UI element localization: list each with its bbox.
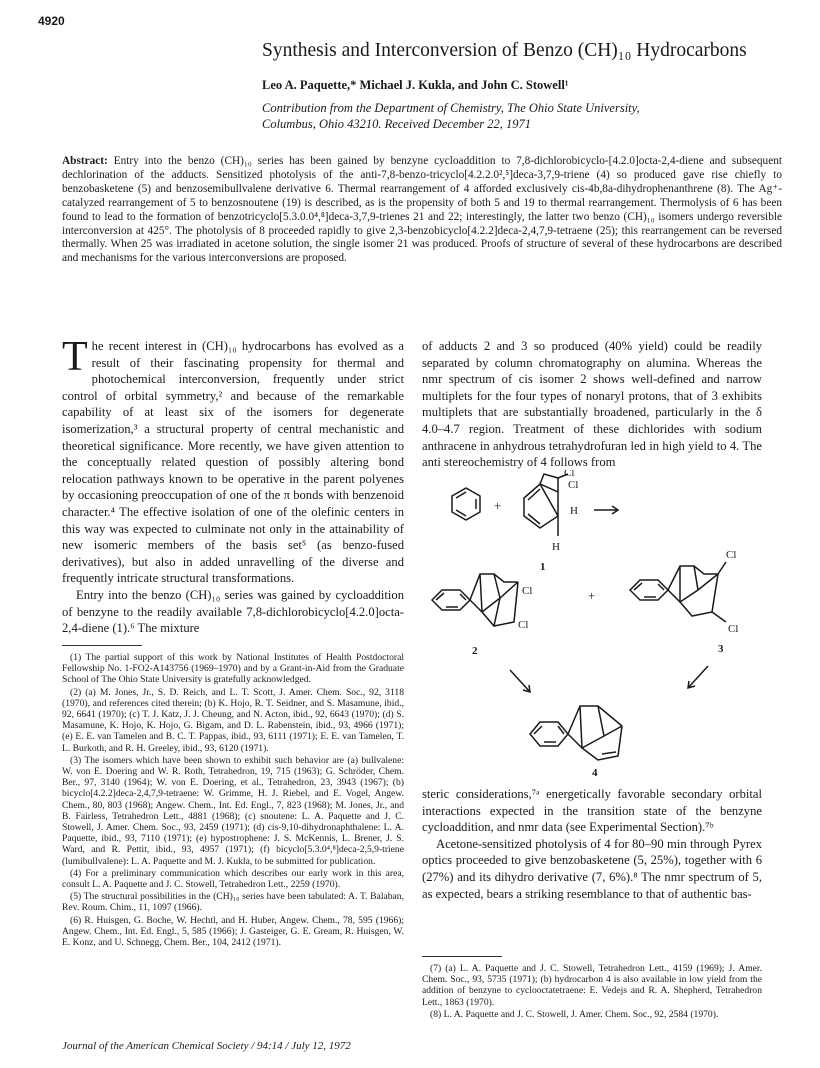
affiliation-line-1: Contribution from the Department of Chemistry, The Ohio State University, [262,101,640,115]
footnote-3: (3) The isomers which have been shown to exhibit such behavior are (a) bullvalene: W. von E. Doering and W. R. Roth, Tetrahedron, 19, 715 (1963); G. Schröder, Chem. Ber., 97, 3140 (1964); W. von E. Doering, et al., Tetrahedron, 23, 3943 (1967); (b) bicyclo[4.2.2]deca-2,4,7,9-tetraene: W. Grimme, H. J. Riebel, and E. Vogel, Angew. Chem., 80, 803 (1968); Angew. Chem., Int. Ed. Engl., 7, 823 (1968); M. Jones, Jr., and B. Fairless, Tetrahedron Lett., 4881 (1968); (c) snoutene: L. A. Paquette and J. C. Stowell, J. Amer. Chem. Soc., 93, 2459 (1971); (d) cis-9,10-dihydronaphthalene: L. A. Paquette, ibid., 93, 7110 (1971); (e) hypostrophene: J. S. McKennis, L. Brener, J. S. Ward, and R. Pettit, ibid., 93, 4957 (1971); (f) bicyclo[5.3.0⁴,⁸]deca-2,5,9-triene (lumibullvalene): L. A. Paquette and M. J. Kukla, to be submitted for publication. [62,754,404,867]
compound-label-2: 2 [472,645,478,657]
affiliation-line-2: Columbus, Ohio 43210. Received December 22, 1971 [262,117,532,131]
scheme-1-cl-top: Cl [564,470,575,479]
footnote-7: (7) (a) L. A. Paquette and J. C. Stowell, Tetrahedron Lett., 4159 (1969); J. Amer. Chem. Soc., 93, 5735 (1971); (b) hydrocarbon 4 is also available in low yield from the addition of benzyne to cyclooctatetraene: E. Vedejs and R. A. Shepherd, Tetrahedron Lett., 1863 (1970). [422,963,762,1008]
adduct-3-structure [630,562,726,622]
journal-footer: Journal of the American Chemical Society / 94:14 / July 12, 1972 [62,1040,351,1052]
abstract [62,155,782,266]
intro-paragraph: he recent interest in (CH)₁₀ hydrocarbons has evolved as a result of their fascinating propensity for thermal and photochemical interconversion, frequently under strict control of orbital symmetry,² and because of the remarkable capability of at least six of the isomers for degenerate isomerization,³ a structural property of central mechanistic and theoretical significance. More recently, we have given attention to the conceptually related question of possibly altering bond relocation pathways known to be operative in the parent polyenes by occasioning preoccupation of one of the π bonds with benzenoid character.⁴ The effective isolation of one of the olefinic centers in this way was expected to culminate not only in the attainability of new isomeric members of the basis set⁵ (as benzo-fused derivatives), but also in added unravelling of the diverse and frequently intricate structural transformations. [62,339,404,586]
right-column-top [422,338,762,471]
compound-2-cl-bottom: Cl [518,619,529,631]
footnote-2: (2) (a) M. Jones, Jr., S. D. Reich, and L. T. Scott, J. Amer. Chem. Soc., 92, 3118 (1970), and references cited therein; (b) K. Hojo, R. T. Seidner, and S. Masamune, ibid., 92, 6641 (1970); (c) T. J. Katz, J. J. Cheung, and N. Acton, ibid., 92, 6643 (1970); (d) S. Masamune, K. Hojo, K. Hojo, G. Bigam, and D. L. Rabenstein, ibid., 93, 4966 (1971); (e) E. E. van Tamelen and B. C. T. Pappas, ibid., 93, 6111 (1971); E. E. van Tamelen, T. L. Burkoth, and R. H. Greeley, ibid., 93, 6120 (1971). [62,686,404,754]
compound-2-cl-top: Cl [522,585,533,597]
compound-label-1: 1 [540,561,546,573]
affiliation [262,100,782,132]
scheme-plus-1: + [494,498,502,513]
product-4-structure [530,706,622,760]
scheme-plus-2: + [588,588,596,603]
compound-3-cl-top: Cl [726,549,737,561]
footnote-6: (6) R. Huisgen, G. Boche, W. Hechtl, and H. Huber, Angew. Chem., 78, 595 (1966); Angew. Chem., Int. Ed. Engl., 5, 585 (1966); J. Gasteiger, G. E. Gream, R. Huisgen, W. E. Konz, and U. Schnegg, Chem. Ber., 104, 2412 (1971). [62,914,404,949]
left-column-body [62,334,404,637]
reaction-scheme [422,470,762,782]
footnote-8: (8) L. A. Paquette and J. C. Stowell, J. Amer. Chem. Soc., 92, 2584 (1970). [430,1008,719,1020]
compound-label-4: 4 [592,767,598,779]
article-title: Synthesis and Interconversion of Benzo (CH)₁₀ Hydrocarbons [262,40,747,61]
photolysis-paragraph: Acetone-sensitized photolysis of 4 for 80–90 min through Pyrex optics proceeded to give benzobasketene (5, 25%), together with 6 (27%) and its dihydro derivative (7, 6%).⁸ The nmr spectrum of 5, as expected, bears a striking resemblance to that of authentic bas- [422,836,762,901]
footnote-5: (5) The structural possibilities in the (CH)₁₀ series have been tabulated: A. T. Balaban, Rev. Roum. Chim., 11, 1097 (1966). [62,891,404,914]
adducts-paragraph: of adducts 2 and 3 so produced (40% yield) could be readily separated by column chromatography on alumina. Whereas the nmr spectrum of cis isomer 2 shows well-defined and narrow multiplets for the four types of nonaryl protons, that of 3 exhibits multiplets that are substantially broadened, particularly in the δ 4.0–4.7 region. Treatment of these dichlorides with sodium anthracene in anhydrous tetrahydrofuran led in high yield to 4. The anti stereochemistry of 4 follows from [422,339,762,470]
footnote-1: (1) The partial support of this work by National Institutes of Health Postdoctoral Fellowship No. 1-FO2-A143756 (1969–1970) and by a Grant-in-Aid from the Graduate School of The Ohio State University is gratefully acknowledged. [62,652,404,686]
abstract-text: Entry into the benzo (CH)₁₀ series has been gained by benzyne cycloaddition to 7,8-dichlorobicyclo-[4.2.0]octa-2,4-diene and subsequent dechlorination of the adducts. Sensitized photolysis of the anti-7,8-benzo-tricyclo[4.2.2.0²,⁵]deca-3,7,9-triene (4) so produced gave rise chiefly to benzobasketene (5) and benzosemibullvalene derivative 6. Thermal rearrangement of 4 afforded exclusively cis-4b,8a-dihydrophenanthrene (8). The Ag⁺-catalyzed rearrangement of 5 to benzosnoutene (19) is described, as is the propensity of both 5 and 19 to thermal rearrangement. Thermolysis of 6 has been found to lead to the formation of benzotricyclo[5.3.0.0⁴,⁸]deca-3,7,9-trienes 21 and 22; interestingly, the latter two benzo (CH)₁₀ isomers undergo reversible interconversion at 425°. The photolysis of 8 proceeded rapidly to give 2,3-benzobicyclo[4.2.2]deca-2,4,7,9-tetraene (25); this rearrangement can be reversed thermally. When 25 was irradiated in acetone solution, the single isomer 21 was produced. Proofs of structure of several of these hydrocarbons are described and mechanisms for the various interconversions are proposed. [62,155,782,265]
abstract-label: Abstract: [62,155,108,167]
left-footnotes [62,652,404,949]
right-footnotes [422,963,762,1021]
adduct-2-structure [432,574,518,626]
steric-paragraph: steric considerations,⁷ᵃ energetically favorable secondary orbital interactions expected in the transition state of the benzyne cycloaddition, and nmr data (see Experimental Section).⁷ᵇ [422,787,762,835]
page-number: 4920 [38,14,65,28]
scheme-1-h-top: H [570,505,578,517]
drop-cap: T [62,334,88,380]
scheme-1-h-bottom: H [552,541,560,553]
dichlorobicyclooctadiene-structure [524,474,568,536]
footnote-4: (4) For a preliminary communication which describes our early work in this area, consult L. A. Paquette and J. C. Stowell, Tetrahedron Lett., 2259 (1970). [62,867,404,891]
scheme-1-cl-bottom: Cl [568,479,579,491]
footnote-divider-left [62,645,142,646]
right-column-bottom [422,786,762,902]
authors: Leo A. Paquette,* Michael J. Kukla, and John C. Stowell¹ [262,78,569,92]
entry-paragraph: Entry into the benzo (CH)₁₀ series was gained by cycloaddition of benzyne to the readily available 7,8-dichlorobicyclo[4.2.0]octa-2,4-diene (1).⁶ The mixture [62,587,404,636]
footnote-divider-right [422,956,502,957]
compound-label-3: 3 [718,643,724,655]
benzyne-structure [452,488,480,520]
compound-3-cl-bottom: Cl [728,623,739,635]
